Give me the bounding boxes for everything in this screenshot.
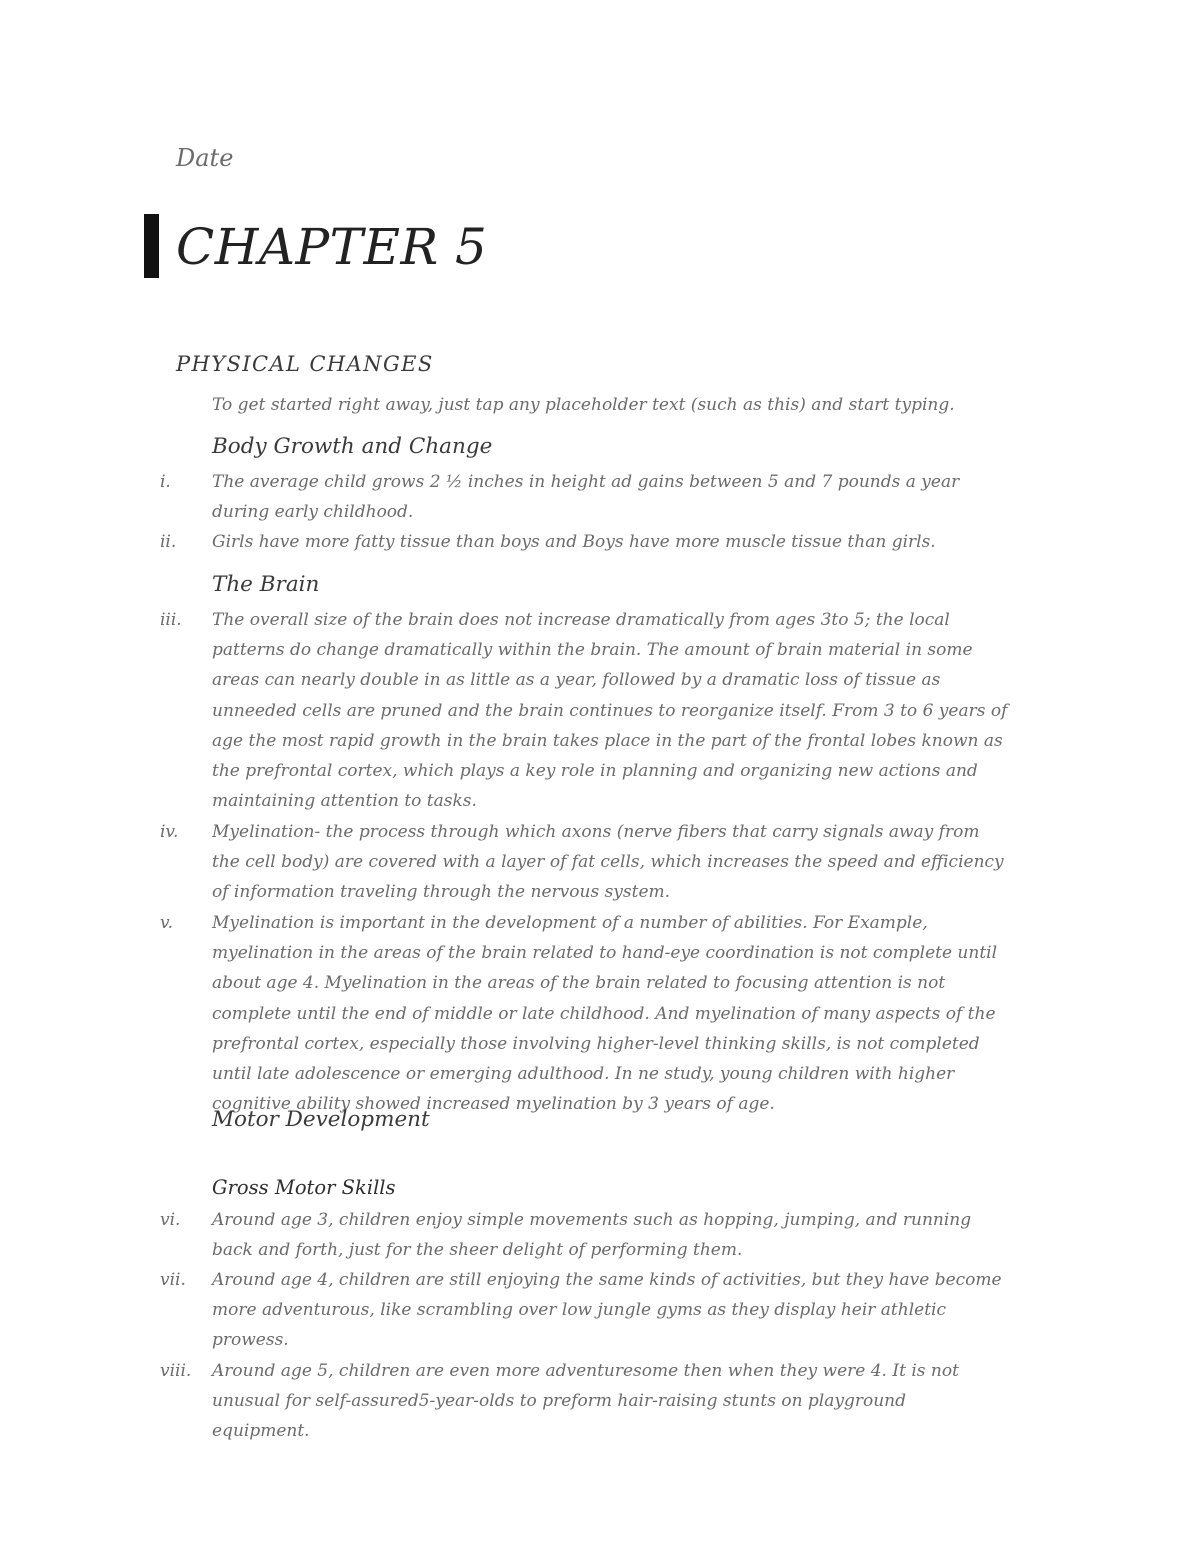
list-item-line: complete until the end of middle or late childhood. And myelination of many aspects of the bbox=[212, 1003, 996, 1024]
list-item-line: cognitive ability showed increased myelination by 3 years of age. bbox=[212, 1094, 775, 1115]
list-item-line: prefrontal cortex, especially those involving higher-level thinking skills, is not completed bbox=[212, 1033, 980, 1054]
list-item-line: of information traveling through the nervous system. bbox=[212, 882, 671, 903]
list-numeral: i. bbox=[160, 472, 171, 492]
list-item-line: Around age 3, children enjoy simple movements such as hopping, jumping, and running bbox=[212, 1210, 972, 1230]
placeholder-text[interactable]: To get started right away, just tap any placeholder text (such as this) and start typing. bbox=[212, 395, 955, 415]
list-item-line: maintaining attention to tasks. bbox=[212, 791, 477, 812]
subhead-gross-motor-skills[interactable]: Gross Motor Skills bbox=[212, 1176, 396, 1199]
list-item-line: unusual for self-assured5-year-olds to preform hair-raising stunts on playground bbox=[212, 1391, 907, 1412]
list-item-line: Around age 5, children are even more adventuresome then when they were 4. It is not bbox=[212, 1361, 959, 1381]
list-item-line: back and forth, just for the sheer delight of performing them. bbox=[212, 1240, 743, 1261]
list-item-line: equipment. bbox=[212, 1421, 310, 1442]
list-numeral: v. bbox=[160, 913, 173, 933]
chapter-title[interactable]: CHAPTER 5 bbox=[176, 218, 488, 276]
subhead-brain[interactable]: The Brain bbox=[212, 572, 320, 597]
list-numeral: vii. bbox=[160, 1270, 186, 1290]
list-item-line: The average child grows 2 ½ inches in height ad gains between 5 and 7 pounds a year bbox=[212, 472, 960, 492]
list-item-line: age the most rapid growth in the brain takes place in the part of the frontal lobes known as bbox=[212, 730, 1003, 751]
list-numeral: iii. bbox=[160, 610, 182, 630]
list-item-line: areas can nearly double in as little as a year, followed by a dramatic loss of tissue as bbox=[212, 670, 941, 691]
list-item-line: myelination in the areas of the brain related to hand-eye coordination is not complete until bbox=[212, 943, 998, 964]
list-item-line: the cell body) are covered with a layer of fat cells, which increases the speed and efficiency bbox=[212, 852, 1004, 873]
list-item-line: unneeded cells are pruned and the brain continues to reorganize itself. From 3 to 6 years of bbox=[212, 700, 1008, 721]
list-item-line: more adventurous, like scrambling over low jungle gyms as they display heir athletic bbox=[212, 1300, 946, 1321]
section-title[interactable]: PHYSICAL CHANGES bbox=[176, 352, 434, 376]
list-numeral: ii. bbox=[160, 532, 177, 552]
list-item-line: Myelination- the process through which axons (nerve fibers that carry signals away from bbox=[212, 822, 980, 842]
list-item-line: Girls have more fatty tissue than boys and Boys have more muscle tissue than girls. bbox=[212, 532, 936, 552]
list-item-line: prowess. bbox=[212, 1330, 289, 1351]
list-item-line: The overall size of the brain does not increase dramatically from ages 3to 5; the local bbox=[212, 610, 950, 630]
date-field[interactable]: Date bbox=[176, 144, 234, 172]
list-item-line: patterns do change dramatically within the brain. The amount of brain material in some bbox=[212, 640, 973, 661]
list-item-line: until late adolescence or emerging adulthood. In ne study, young children with higher bbox=[212, 1064, 955, 1084]
list-numeral: iv. bbox=[160, 822, 179, 842]
list-item-line: Around age 4, children are still enjoying the same kinds of activities, but they have become bbox=[212, 1270, 1002, 1290]
list-item-line: about age 4. Myelination in the areas of the brain related to focusing attention is not bbox=[212, 973, 946, 994]
subhead-body-growth[interactable]: Body Growth and Change bbox=[212, 434, 493, 459]
list-item-line: Myelination is important in the development of a number of abilities. For Example, bbox=[212, 913, 928, 933]
list-numeral: vi. bbox=[160, 1210, 181, 1230]
subhead-motor-development[interactable]: Motor Development bbox=[212, 1107, 430, 1132]
list-item-line: during early childhood. bbox=[212, 502, 414, 523]
list-numeral: viii. bbox=[160, 1361, 192, 1381]
chapter-accent-bar bbox=[144, 214, 159, 278]
list-item-line: the prefrontal cortex, which plays a key role in planning and organizing new actions and bbox=[212, 761, 978, 781]
